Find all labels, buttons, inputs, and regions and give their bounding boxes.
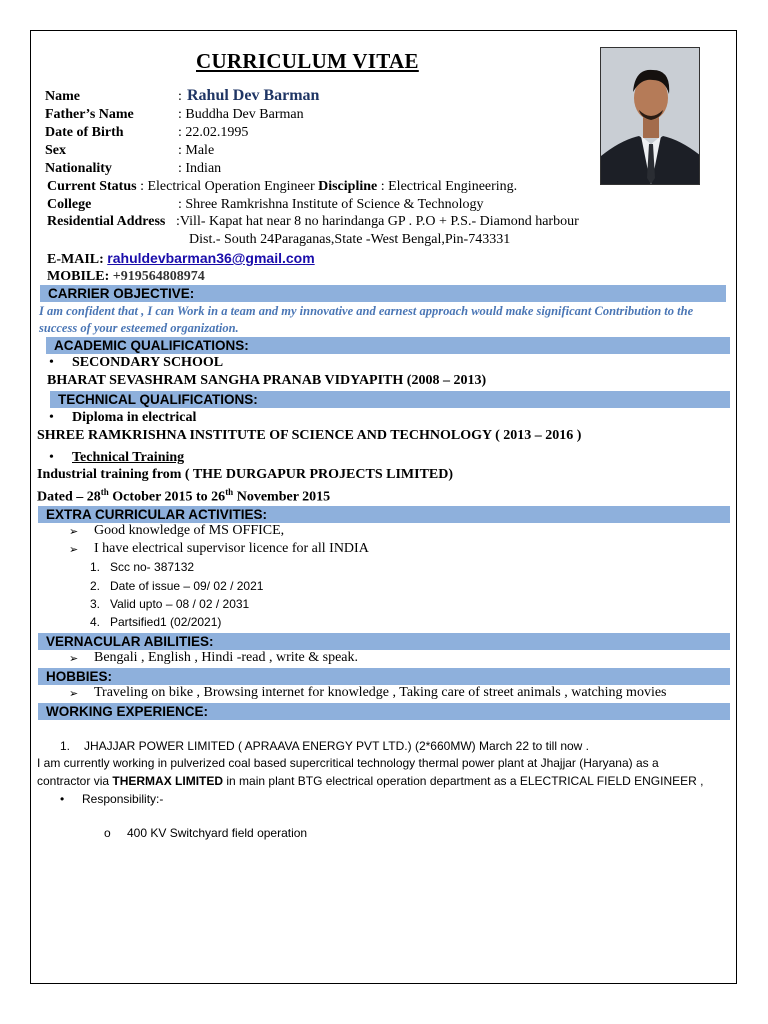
college-label: College [47,197,92,212]
sub-item-3: Valid upto – 08 / 02 / 2031 [110,597,250,611]
address-line-1: :Vill- Kapat hat near 8 no harindanga GP . P.O + P.S.- Diamond harbour [176,214,579,229]
document-title: CURRICULUM VITAE [196,49,419,73]
sub-num-3: 3. [90,597,101,611]
extra-heading: EXTRA CURRICULAR ACTIVITIES: [38,506,730,523]
profile-photo [600,47,700,185]
dob-value: : 22.02.1995 [178,125,249,140]
discipline-value: : Electrical Engineering. [377,179,518,194]
extra-arrow-2: ➢ [69,543,79,556]
dob-label: Date of Birth [45,125,124,140]
email-label: E-MAIL: [47,252,108,267]
training-line: Industrial training from ( THE DURGAPUR PROJECTS LIMITED) [37,467,454,482]
discipline-label: Discipline [318,179,378,194]
academic-bullet: • [49,355,54,370]
academic-school: BHARAT SEVASHRAM SANGHA PRANAB VIDYAPITH (2008 – 2013) [47,373,487,388]
college-value: : Shree Ramkrishna Institute of Science & Technology [178,197,484,212]
responsibility-bullet: • [60,792,65,806]
extra-item-1: Good knowledge of MS OFFICE, [94,523,285,538]
mobile-line [47,267,205,285]
objective-text: I am confident that , I can Work in a team and my innovative and earnest approach would make significant Contribution to the success of your esteemed organization. [39,304,694,335]
mobile-label: MOBILE: [47,269,113,284]
sub-item-2: Date of issue – 09/ 02 / 2021 [110,579,264,593]
sub-num-1: 1. [90,560,101,574]
training-bullet: • [49,450,54,465]
hobbies-arrow: ➢ [69,687,79,700]
academic-item: SECONDARY SCHOOL [72,355,224,370]
vernacular-heading: VERNACULAR ABILITIES: [38,633,730,650]
dated-sup-2: th [225,487,234,497]
person-photo-icon [601,48,700,185]
extra-item-2: I have electrical supervisor licence for all INDIA [94,541,369,556]
desc-company: THERMAX LIMITED [112,774,224,788]
nationality-label: Nationality [45,161,112,176]
technical-heading: TECHNICAL QUALIFICATIONS: [50,391,730,408]
status-line [47,179,517,195]
name-separator: : [178,89,182,104]
training-label: Technical Training [72,450,185,465]
hobbies-item: Traveling on bike , Browsing internet for knowledge , Taking care of street animals , watching movies [94,685,667,700]
desc-role: in main plant BTG electrical operation department as a ELECTRICAL FIELD ENGINEER , [223,774,704,788]
duty-item: 400 KV Switchyard field operation [127,826,308,840]
sub-item-4: Partsified1 (02/2021) [110,615,222,629]
extra-arrow-1: ➢ [69,525,79,538]
job-description-line-2 [37,774,703,788]
job-description-line-1: I am currently working in pulverized coal based supercritical technology thermal power plant at Jhajjar (Haryana) as a [37,756,659,770]
job-title: JHAJJAR POWER LIMITED ( APRAAVA ENERGY PVT LTD.) (2*660MW) March 22 to till now . [84,739,590,753]
sex-value: : Male [178,143,215,158]
dated-sup-1: th [100,487,109,497]
objective-heading: CARRIER OBJECTIVE: [40,285,726,302]
sub-num-4: 4. [90,615,101,629]
hobbies-heading: HOBBIES: [38,668,730,685]
responsibility-label: Responsibility:- [82,792,164,806]
nationality-value: : Indian [178,161,222,176]
address-label: Residential Address [47,214,166,229]
sex-label: Sex [45,143,66,158]
address-line-2: Dist.- South 24Paraganas,State -West Bengal,Pin-743331 [189,232,511,247]
father-name-label: Father’s Name [45,107,134,122]
desc-contractor-prefix: contractor via [37,774,113,788]
vernacular-item: Bengali , English , Hindi -read , write & speak. [94,650,358,665]
sub-num-2: 2. [90,579,101,593]
email-line [47,250,315,268]
dated-mid: October 2015 to 26 [108,489,226,505]
dated-prefix: Dated – 28 [37,489,101,505]
training-dates [37,487,330,506]
status-value: : Electrical Operation Engineer [136,179,319,194]
technical-bullet: • [49,410,54,425]
duty-bullet: o [104,826,111,840]
father-name-value: : Buddha Dev Barman [178,107,304,122]
academic-heading: ACADEMIC QUALIFICATIONS: [46,337,730,354]
email-link[interactable]: rahuldevbarman36@gmail.com [107,250,315,266]
status-label: Current Status [47,179,137,194]
sub-item-1: Scc no- 387132 [110,560,195,574]
name-value: Rahul Dev Barman [187,87,320,104]
job-number: 1. [60,739,71,753]
technical-item: Diploma in electrical [72,410,197,425]
technical-institute: SHREE RAMKRISHNA INSTITUTE OF SCIENCE AND TECHNOLOGY ( 2013 – 2016 ) [37,428,582,443]
mobile-value: +919564808974 [112,269,205,284]
dated-suffix: November 2015 [233,489,331,505]
vernacular-arrow: ➢ [69,652,79,665]
experience-heading: WORKING EXPERIENCE: [38,703,730,720]
name-label: Name [45,89,80,104]
